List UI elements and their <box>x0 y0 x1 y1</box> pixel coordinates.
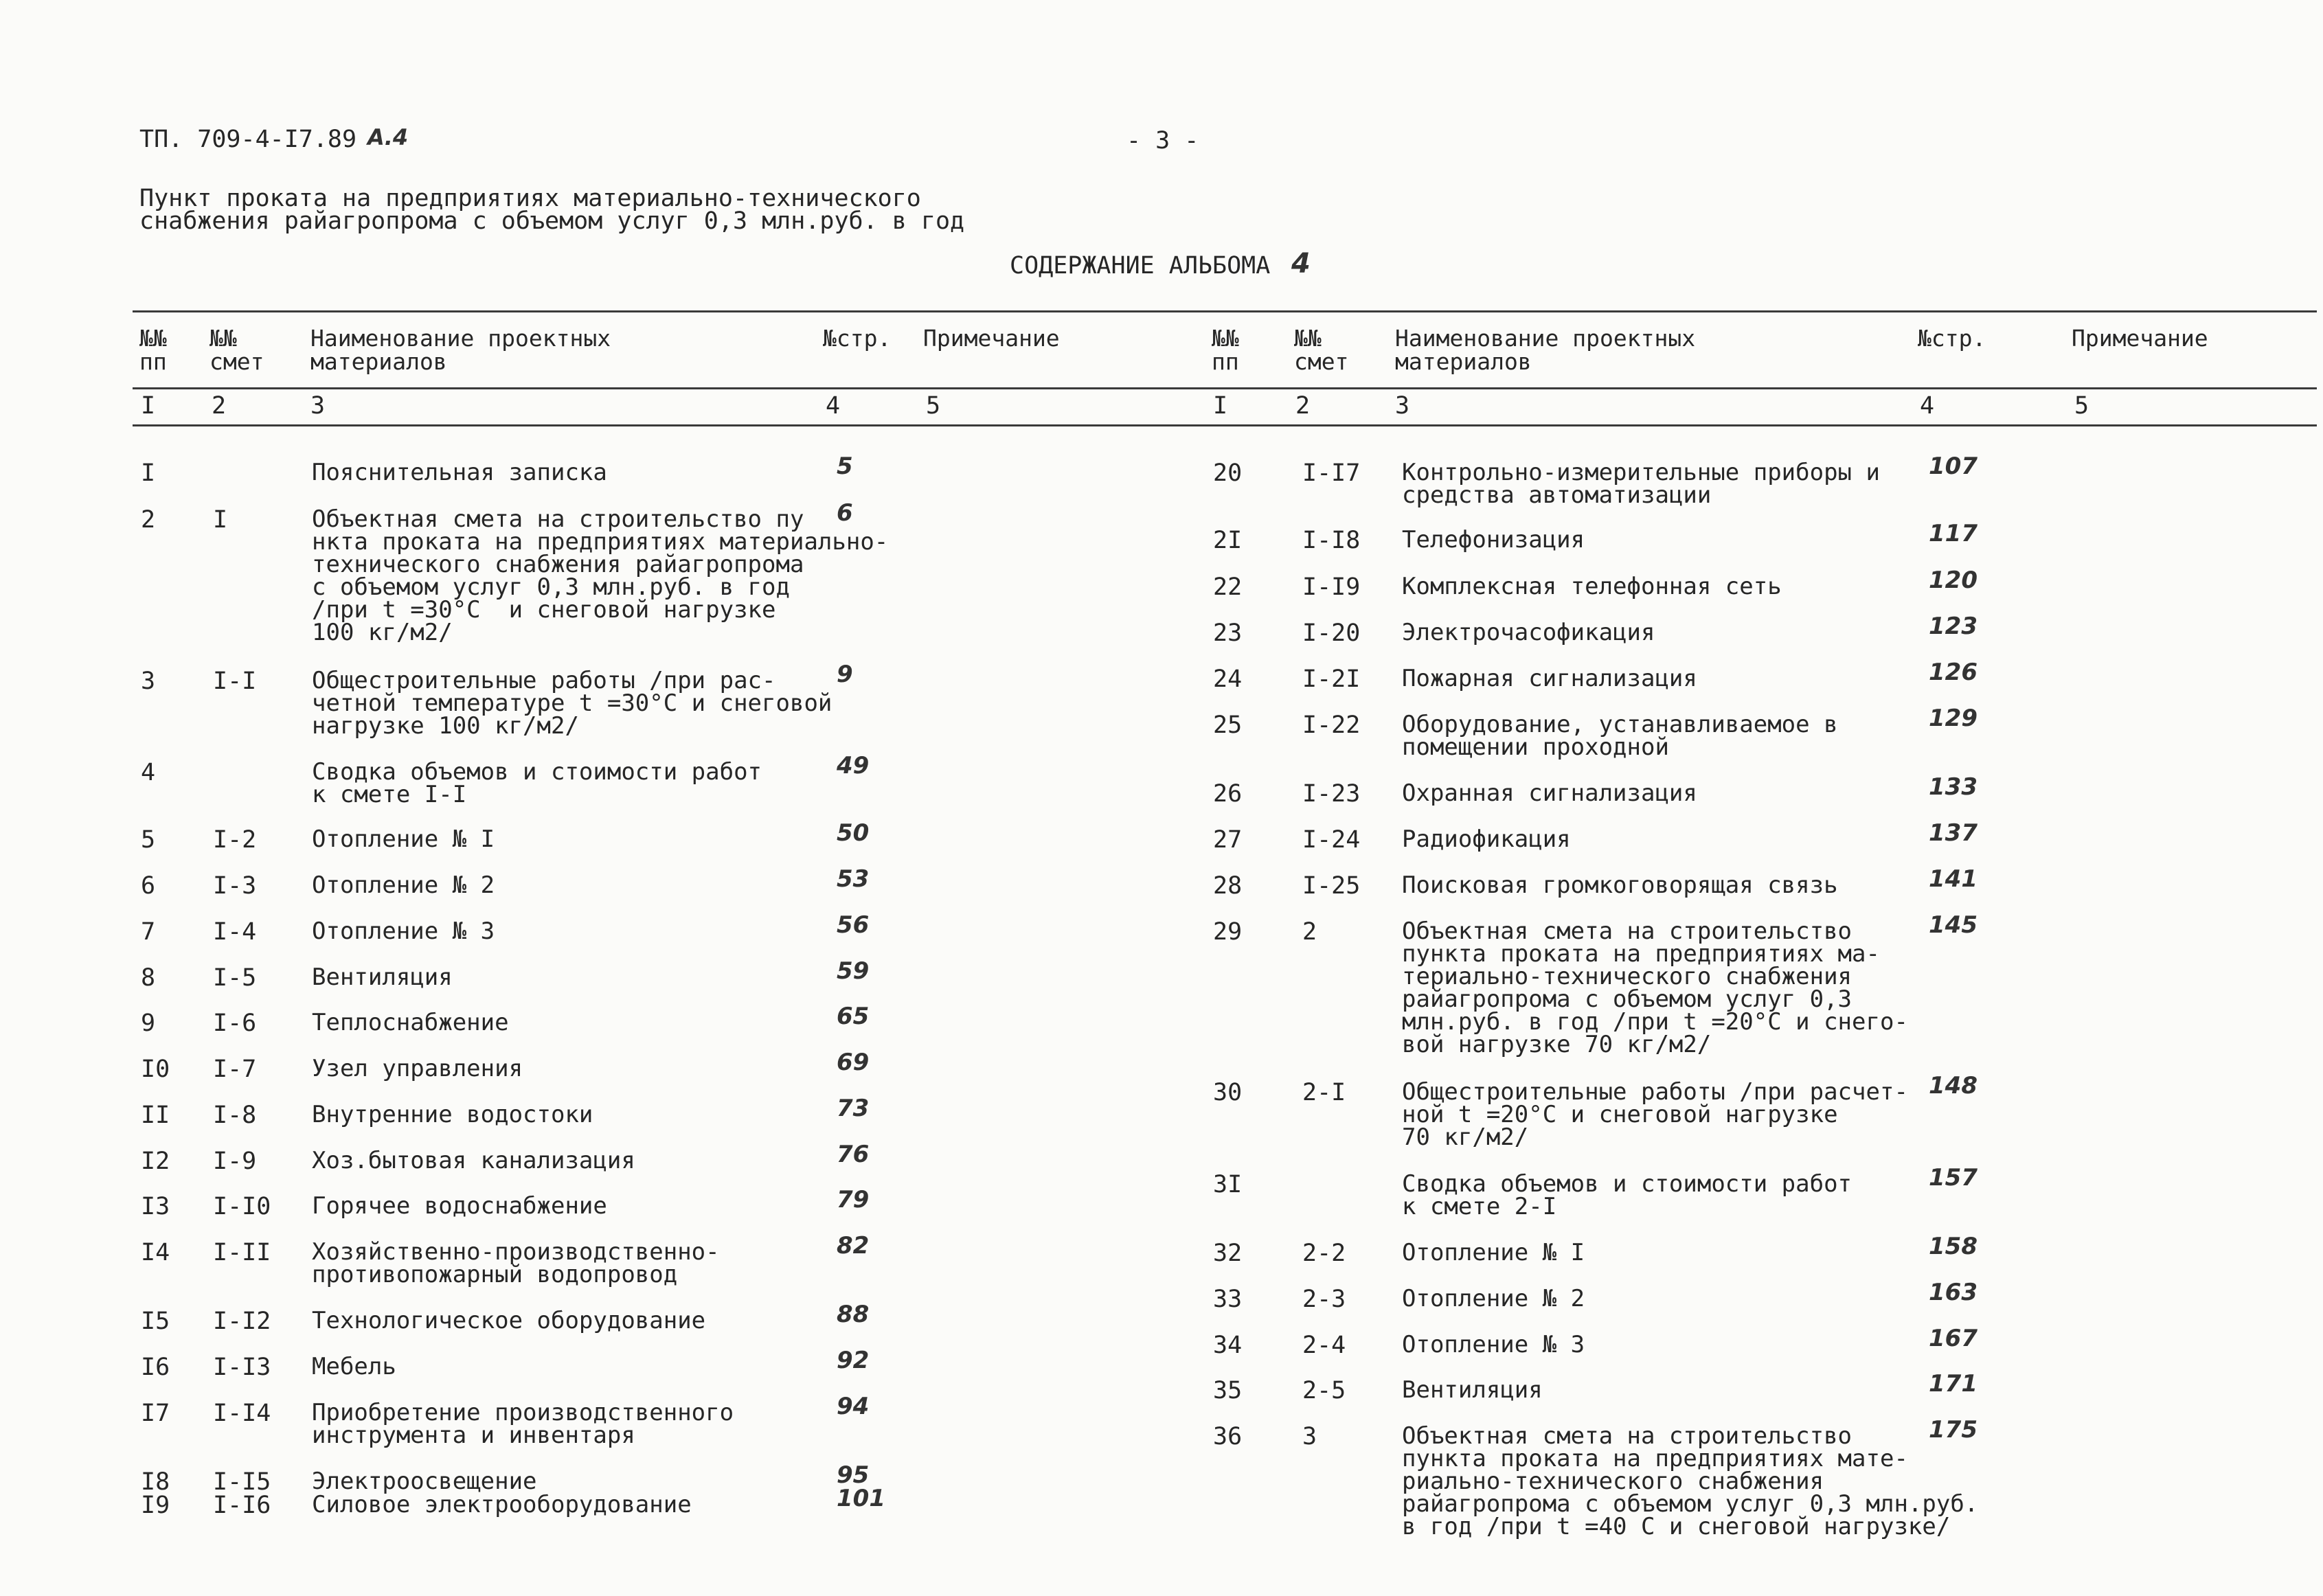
estimate-number: I-I3 <box>213 1354 271 1381</box>
material-name: Вентиляция <box>1402 1376 1543 1404</box>
row-number: II <box>141 1102 170 1129</box>
row-number: 32 <box>1213 1240 1243 1267</box>
row-number: I4 <box>141 1239 170 1266</box>
page-number: 92 <box>837 1347 870 1374</box>
estimate-number: 3 <box>1302 1423 1317 1450</box>
page-number: 175 <box>1929 1416 1978 1444</box>
row-number: 29 <box>1213 918 1243 946</box>
page-number: 126 <box>1929 659 1978 686</box>
page-number: 120 <box>1929 567 1978 594</box>
material-name: Объектная смета на строительство пункта проката на предприятиях ма- териально-технического снабжения райагропрома с объемом услуг 0,3 млн.руб. в год /при t =20°C и снего- вой нагрузке 70 кг/м2/ <box>1402 917 1908 1058</box>
row-number: 6 <box>141 872 156 900</box>
row-number: 26 <box>1213 780 1243 808</box>
row-number: 28 <box>1213 872 1243 900</box>
material-name: Отопление № 2 <box>1402 1285 1585 1312</box>
page-number: 76 <box>837 1141 870 1168</box>
row-number: 30 <box>1213 1079 1243 1106</box>
estimate-number: I-I8 <box>1302 527 1361 554</box>
estimate-number: I-25 <box>1302 872 1361 900</box>
estimate-number: 2-I <box>1302 1079 1346 1106</box>
row-number: 8 <box>141 964 156 992</box>
estimate-number: I-I6 <box>213 1492 271 1519</box>
material-name: Приобретение производственного инструмента и инвентаря <box>312 1399 734 1449</box>
colnum-left-3: 3 <box>310 392 326 420</box>
material-name: Сводка объемов и стоимости работ к смете 2-I <box>1402 1170 1852 1220</box>
estimate-number: I-24 <box>1302 826 1361 854</box>
header-page-right: №стр. <box>1918 325 1986 352</box>
page-number: 49 <box>837 752 870 779</box>
material-name: Отопление № 3 <box>312 917 495 945</box>
page-number: 167 <box>1929 1325 1978 1352</box>
estimate-number: 2-4 <box>1302 1332 1346 1359</box>
page-number: 148 <box>1929 1072 1978 1099</box>
colnum-left-4: 4 <box>826 392 841 420</box>
estimate-number: I <box>213 506 228 534</box>
material-name: Пожарная сигнализация <box>1402 665 1697 692</box>
row-number: 3I <box>1213 1171 1243 1198</box>
material-name: Горячее водоснабжение <box>312 1192 607 1220</box>
material-name: Отопление № 3 <box>1402 1331 1585 1358</box>
row-number: 35 <box>1213 1377 1243 1404</box>
estimate-number: I-23 <box>1302 780 1361 808</box>
page-number: 94 <box>837 1393 870 1420</box>
document-code: ТП. 709-4-I7.89 <box>139 126 357 153</box>
material-name: Хоз.бытовая канализация <box>312 1147 635 1174</box>
album-title: СОДЕРЖАНИЕ АЛЬБОМА <box>1010 252 1271 280</box>
material-name: Отопление № 2 <box>312 871 495 899</box>
material-name: Телефонизация <box>1402 526 1585 554</box>
colnum-right-4: 4 <box>1920 392 1935 420</box>
row-number: 24 <box>1213 665 1243 693</box>
row-number: 2 <box>141 506 156 534</box>
page-number: 5 <box>837 453 853 480</box>
header-note-left: Примечание <box>923 325 1060 352</box>
page-number: 157 <box>1929 1164 1978 1192</box>
material-name: Пояснительная записка <box>312 459 607 486</box>
header-name-left: Наименование проектных материалов <box>310 325 611 375</box>
material-name: Узел управления <box>312 1055 523 1082</box>
row-number: 22 <box>1213 573 1243 601</box>
material-name: Отопление № I <box>312 825 495 853</box>
row-number: 5 <box>141 826 156 854</box>
material-name: Сводка объемов и стоимости работ к смете I-I <box>312 758 762 808</box>
colnum-right-3: 3 <box>1395 392 1410 420</box>
page-number: 117 <box>1929 520 1978 547</box>
estimate-number: I-22 <box>1302 711 1361 739</box>
row-number: I6 <box>141 1354 170 1381</box>
estimate-number: I-20 <box>1302 619 1361 647</box>
row-number: 23 <box>1213 619 1243 647</box>
material-name: Общестроительные работы /при расчет- ной t =20°C и снеговой нагрузке 70 кг/м2/ <box>1402 1078 1908 1151</box>
header-page-left: №стр. <box>823 325 892 352</box>
page-number: 50 <box>837 819 870 847</box>
row-number: 27 <box>1213 826 1243 854</box>
page-number: 53 <box>837 865 870 893</box>
header-name-right: Наименование проектных материалов <box>1395 325 1696 375</box>
material-name: Отопление № I <box>1402 1239 1585 1266</box>
subtitle-line-1: Пункт проката на предприятиях материально-технического <box>139 185 921 212</box>
estimate-number: 2-5 <box>1302 1377 1346 1404</box>
estimate-number: I-I <box>213 668 257 695</box>
row-number: 20 <box>1213 459 1243 487</box>
page-number: 79 <box>837 1186 870 1213</box>
header-smet-right: №№ смет <box>1294 325 1349 375</box>
material-name: Хозяйственно-производственно- противопожарный водопровод <box>312 1238 720 1288</box>
estimate-number: I-9 <box>213 1148 257 1175</box>
album-title-note: 4 <box>1291 248 1311 280</box>
material-name: Электроосвещение <box>312 1468 537 1495</box>
estimate-number: I-5 <box>213 964 257 992</box>
row-number: 33 <box>1213 1286 1243 1313</box>
page-number: 133 <box>1929 773 1978 801</box>
estimate-number: I-7 <box>213 1056 257 1083</box>
page-number: 137 <box>1929 819 1978 847</box>
estimate-number: I-I4 <box>213 1400 271 1427</box>
subtitle-line-2: снабжения райагропрома с объемом услуг 0,3 млн.руб. в год <box>139 207 965 235</box>
page-number: 56 <box>837 911 870 939</box>
material-name: Технологическое оборудование <box>312 1307 706 1334</box>
table-column-number-rule <box>133 424 2317 426</box>
page-number: 158 <box>1929 1233 1978 1260</box>
estimate-number: I-2 <box>213 826 257 854</box>
page-number: 171 <box>1929 1370 1978 1398</box>
page-number: 145 <box>1929 911 1978 939</box>
estimate-number: I-I7 <box>1302 459 1361 487</box>
estimate-number: I-II <box>213 1239 271 1266</box>
colnum-right-1: I <box>1213 392 1228 420</box>
page-number: 88 <box>837 1301 870 1328</box>
material-name: Внутренние водостоки <box>312 1101 593 1128</box>
page-number: 82 <box>837 1232 870 1259</box>
row-number: I3 <box>141 1193 170 1220</box>
row-number: I5 <box>141 1308 170 1335</box>
row-number: 4 <box>141 759 156 786</box>
row-number: 34 <box>1213 1332 1243 1359</box>
estimate-number: 2-2 <box>1302 1240 1346 1267</box>
colnum-right-2: 2 <box>1295 392 1311 420</box>
header-pp-left: №№ пп <box>139 325 167 375</box>
page-number: 9 <box>837 661 853 688</box>
material-name: Теплоснабжение <box>312 1009 509 1036</box>
page-number: 101 <box>837 1485 885 1512</box>
material-name: Объектная смета на строительство пункта проката на предприятиях мате- риально-технического снабжения райагропрома с объемом услуг 0,3 млн.руб. в год /при t =40 C и снеговой нагрузке/ <box>1402 1422 1979 1540</box>
row-number: I2 <box>141 1148 170 1175</box>
document-code-note: А.4 <box>367 124 409 150</box>
header-pp-right: №№ пп <box>1212 325 1239 375</box>
page-marker: - 3 - <box>1126 127 1199 155</box>
estimate-number: I-3 <box>213 872 257 900</box>
material-name: Поисковая громкоговорящая связь <box>1402 871 1838 899</box>
row-number: I7 <box>141 1400 170 1427</box>
colnum-left-5: 5 <box>926 392 941 420</box>
row-number: 7 <box>141 918 156 946</box>
page-number: 107 <box>1929 453 1978 480</box>
estimate-number: 2-3 <box>1302 1286 1346 1313</box>
page-number: 6 <box>837 499 853 527</box>
row-number: 2I <box>1213 527 1243 554</box>
estimate-number: I-I5 <box>213 1468 271 1496</box>
material-name: Мебель <box>312 1353 396 1380</box>
material-name: Комплексная телефонная сеть <box>1402 573 1782 600</box>
page-number: 69 <box>837 1049 870 1076</box>
row-number: 9 <box>141 1010 156 1037</box>
estimate-number: I-4 <box>213 918 257 946</box>
material-name: Силовое электрооборудование <box>312 1491 692 1518</box>
row-number: I <box>141 459 156 487</box>
material-name: Общестроительные работы /при рас- четной температуре t =30°C и снеговой нагрузке 100 кг/м2/ <box>312 667 832 740</box>
estimate-number: I-I2 <box>213 1308 271 1335</box>
estimate-number: 2 <box>1302 918 1317 946</box>
colnum-left-1: I <box>141 392 156 420</box>
material-name: Объектная смета на строительство пу нкта проката на предприятиях материально- технического снабжения райагропрома с объемом услуг 0,3 млн.руб. в год /при t =30°C и снеговой нагрузке 100 кг/м2/ <box>312 505 889 646</box>
page-number: 73 <box>837 1095 870 1122</box>
page-number: 141 <box>1929 865 1978 893</box>
estimate-number: I-2I <box>1302 665 1361 693</box>
page-number: 95 <box>837 1461 870 1489</box>
estimate-number: I-I0 <box>213 1193 271 1220</box>
material-name: Оборудование, устанавливаемое в помещении проходной <box>1402 711 1838 761</box>
page-number: 129 <box>1929 705 1978 732</box>
header-smet-left: №№ смет <box>209 325 264 375</box>
estimate-number: I-8 <box>213 1102 257 1129</box>
row-number: I9 <box>141 1492 170 1519</box>
row-number: 25 <box>1213 711 1243 739</box>
colnum-left-2: 2 <box>212 392 227 420</box>
material-name: Вентиляция <box>312 964 453 991</box>
row-number: 3 <box>141 668 156 695</box>
row-number: I0 <box>141 1056 170 1083</box>
colnum-right-5: 5 <box>2074 392 2089 420</box>
page-number: 59 <box>837 957 870 985</box>
material-name: Охранная сигнализация <box>1402 779 1697 807</box>
row-number: 36 <box>1213 1423 1243 1450</box>
material-name: Радиофикация <box>1402 825 1571 853</box>
page-number: 123 <box>1929 613 1978 640</box>
material-name: Контрольно-измерительные приборы и средства автоматизации <box>1402 459 1880 509</box>
table-top-rule <box>133 310 2317 312</box>
page-number: 65 <box>837 1003 870 1030</box>
material-name: Электрочасофикация <box>1402 619 1655 646</box>
estimate-number: I-I9 <box>1302 573 1361 601</box>
table-header-rule <box>133 387 2317 389</box>
page-number: 163 <box>1929 1279 1978 1306</box>
header-note-right: Примечание <box>2072 325 2208 352</box>
row-number: I8 <box>141 1468 170 1496</box>
estimate-number: I-6 <box>213 1010 257 1037</box>
